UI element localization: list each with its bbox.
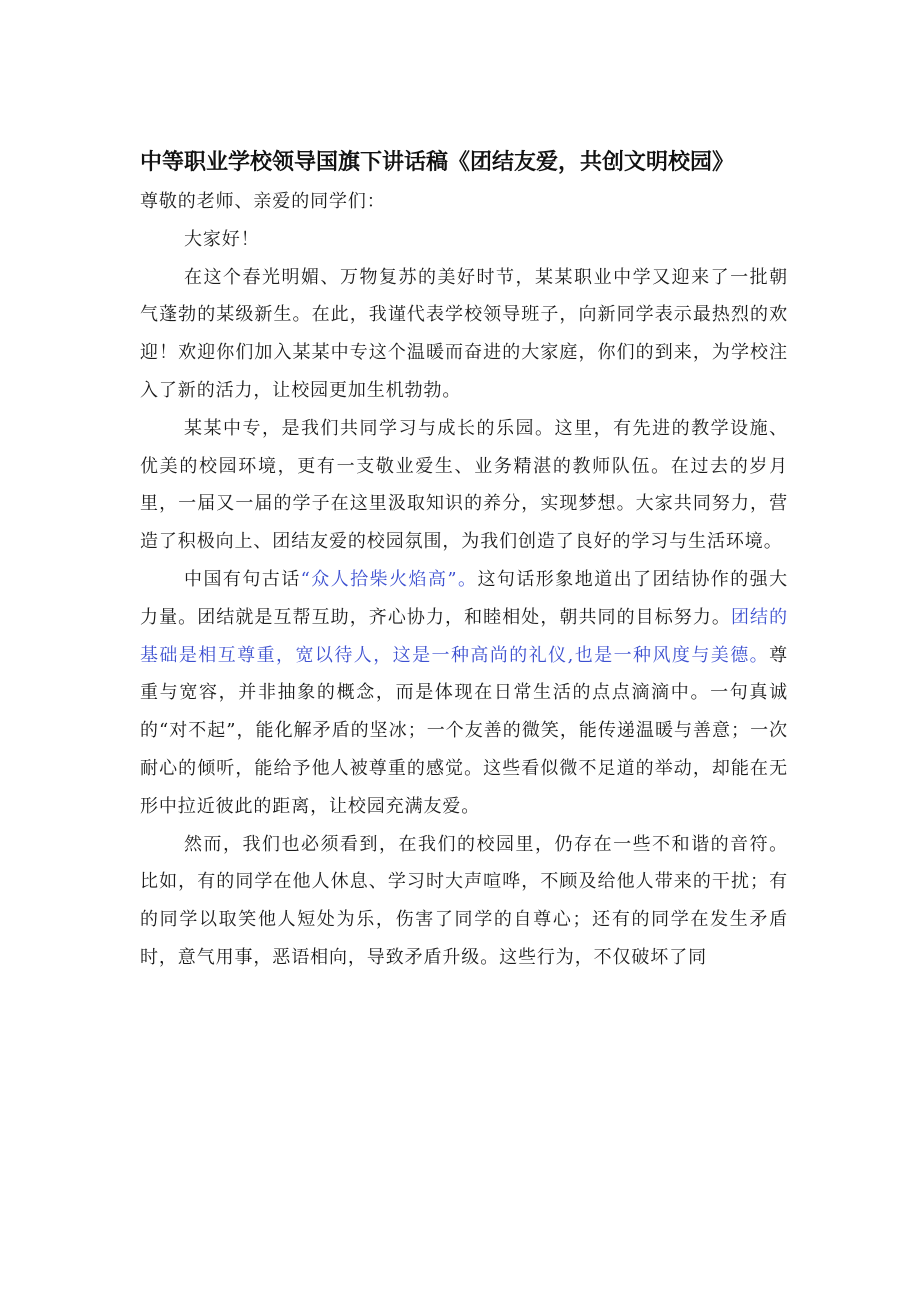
paragraph-3-intro: 中国有句古话 — [184, 568, 301, 590]
greeting: 大家好！ — [184, 228, 260, 250]
paragraph-1: 在这个春光明媚、万物复苏的美好时节，某某职业中学又迎来了一批朝气蓬勃的某级新生。在此，我谨代表学校领导班子，向新同学表示最热烈的欢迎！欢迎你们加入某某中专这个温暖而奋进的大家庭，你们的到来，为学校注入了新的活力，让校园更加生机勃勃。 — [140, 266, 788, 401]
speech-body — [140, 183, 788, 977]
proverb-quote: “众人拾柴火焰高”。 — [300, 568, 478, 590]
paragraph-3-middle: 这句话形象地道出了团结协作的强大力量。团结就是互帮互助，齐心协力，和睦相处，朝共同的目标努力。 — [140, 568, 789, 628]
speech-title: 中等职业学校领导国旗下讲话稿《团结友爱，共创文明校园》 — [140, 150, 735, 175]
salutation: 尊敬的老师、亲爱的同学们： — [140, 191, 386, 212]
paragraph-3 — [140, 561, 788, 826]
paragraph-4: 然而，我们也必须看到，在我们的校园里，仍存在一些不和谐的音符。比如，有的同学在他人休息、学习时大声喧哗，不顾及给他人带来的干扰；有的同学以取笑他人短处为乐，伤害了同学的自尊心；还有的同学在发生矛盾时，意气用事，恶语相向，导致矛盾升级。这些行为，不仅破坏了同 — [140, 833, 788, 968]
paragraph-2: 某某中专，是我们共同学习与成长的乐园。这里，有先进的教学设施、优美的校园环境，更有一支敬业爱生、业务精湛的教师队伍。在过去的岁月里，一届又一届的学子在这里汲取知识的养分，实现梦想。大家共同努力，营造了积极向上、团结友爱的校园氛围，为我们创造了良好的学习与生活环境。 — [140, 417, 788, 553]
highlighted-sentence: 团结的基础是相互尊重，宽以待人，这是一种高尚的礼仪,也是一种风度与美德。 — [140, 606, 788, 666]
paragraph-3-end: 尊重与宽容，并非抽象的概念，而是体现在日常生活的点点滴滴中。一句真诚的“对不起”，能化解矛盾的坚冰；一个友善的微笑，能传递温暖与善意；一次耐心的倾听，能给予他人被尊重的感觉。这些看似微不足道的举动，却能在无形中拉近彼此的距离，让校园充满友爱。 — [140, 644, 788, 817]
